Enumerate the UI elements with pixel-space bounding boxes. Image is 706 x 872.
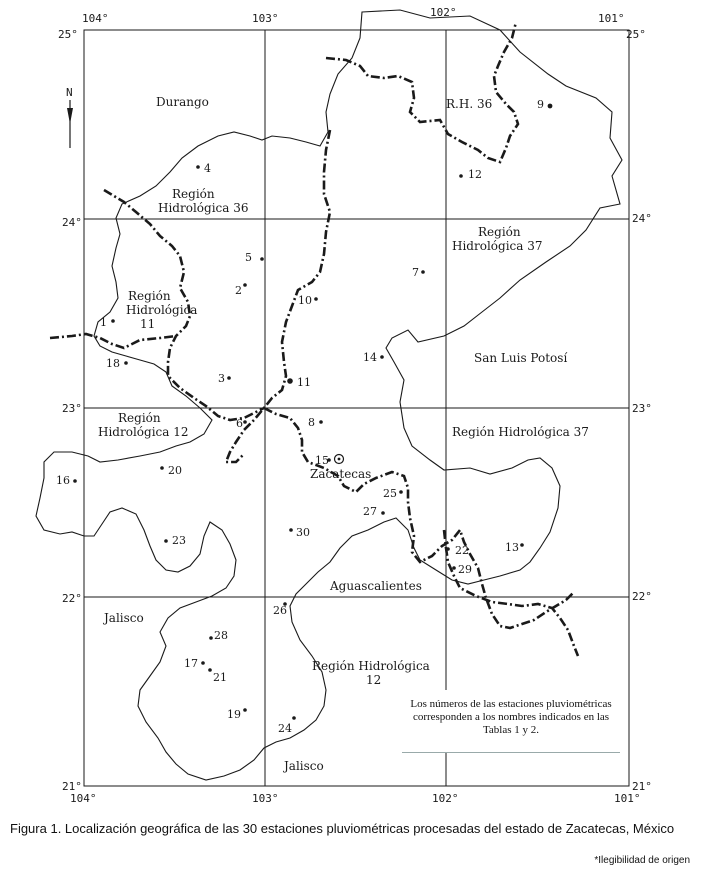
station-label-12: 12 bbox=[468, 168, 482, 181]
station-dot-8 bbox=[319, 420, 323, 424]
region-label-rh11-line1: Región bbox=[128, 289, 171, 303]
station-dot-27 bbox=[381, 511, 385, 515]
lon-label-bottom-104: 104° bbox=[70, 792, 97, 805]
region-label-rh12-south-line2: 12 bbox=[366, 673, 382, 687]
region-label-rh12-west-line1: Región bbox=[118, 411, 161, 425]
region-label-rh11-line2: Hidrológica bbox=[126, 303, 198, 317]
station-dot-11 bbox=[287, 378, 293, 384]
station-label-16: 16 bbox=[56, 474, 70, 487]
region-label-rh36-line2: Hidrológica 36 bbox=[158, 201, 249, 215]
state-label-jalisco-west: Jalisco bbox=[104, 611, 144, 625]
figure-caption: Figura 1. Localización geográfica de las 30 estaciones pluviométricas procesadas del estado de Zacatecas, México bbox=[10, 821, 675, 836]
station-label-21: 21 bbox=[213, 671, 227, 684]
lat-label-right-21: 21° bbox=[632, 780, 652, 793]
station-dot-24 bbox=[292, 716, 296, 720]
station-dot-14 bbox=[380, 355, 384, 359]
station-dot-30 bbox=[289, 528, 293, 532]
station-label-5: 5 bbox=[245, 251, 252, 264]
station-dot-23 bbox=[164, 539, 168, 543]
state-label-durango: Durango bbox=[156, 95, 209, 109]
lon-label-bottom-101: 101° bbox=[614, 792, 641, 805]
station-label-30: 30 bbox=[296, 526, 310, 539]
station-label-17: 17 bbox=[184, 657, 198, 670]
region-label-rh37-north-line2: Hidrológica 37 bbox=[452, 239, 543, 253]
lon-label-top-101: 101° bbox=[598, 12, 625, 25]
city-label-zacatecas: Zacatecas bbox=[310, 467, 372, 481]
station-label-25: 25 bbox=[383, 487, 397, 500]
state-label-aguascalientes: Aguascalientes bbox=[330, 579, 422, 593]
station-label-14: 14 bbox=[363, 351, 377, 364]
station-dot-12 bbox=[459, 174, 463, 178]
north-label: N bbox=[66, 86, 73, 99]
station-dot-20 bbox=[160, 466, 164, 470]
station-label-10: 10 bbox=[298, 294, 312, 307]
region-label-rh36-line1: Región bbox=[172, 187, 215, 201]
station-dot-19 bbox=[243, 708, 247, 712]
region-label-rh12-south-line1: Región Hidrológica bbox=[312, 659, 430, 673]
station-label-28: 28 bbox=[214, 629, 228, 642]
station-label-3: 3 bbox=[218, 372, 225, 385]
station-label-29: 29 bbox=[458, 563, 472, 576]
station-note-box bbox=[402, 690, 620, 753]
station-label-8: 8 bbox=[308, 416, 315, 429]
footnote: *Ilegibilidad de origen bbox=[594, 855, 690, 866]
region-label-rh37-east: Región Hidrológica 37 bbox=[452, 425, 589, 439]
station-label-26: 26 bbox=[273, 604, 287, 617]
station-label-22: 22 bbox=[455, 544, 469, 557]
station-label-27: 27 bbox=[363, 505, 377, 518]
station-dot-7 bbox=[421, 270, 425, 274]
station-dot-21 bbox=[208, 668, 212, 672]
station-dot-10 bbox=[314, 297, 318, 301]
coordinate-labels bbox=[58, 6, 652, 805]
station-label-2: 2 bbox=[235, 284, 242, 297]
hydrological-boundaries bbox=[50, 22, 578, 656]
region-labels bbox=[98, 97, 589, 687]
station-label-20: 20 bbox=[168, 464, 182, 477]
station-dot-4 bbox=[196, 165, 200, 169]
lon-label-top-102: 102° bbox=[430, 6, 457, 19]
station-label-18: 18 bbox=[106, 357, 120, 370]
station-label-7: 7 bbox=[412, 266, 419, 279]
station-dot-13 bbox=[520, 543, 524, 547]
station-label-15: 15 bbox=[315, 454, 329, 467]
station-label-11: 11 bbox=[297, 376, 311, 389]
station-label-6: 6 bbox=[236, 417, 243, 430]
lon-label-top-104: 104° bbox=[82, 12, 109, 25]
station-dot-5 bbox=[260, 257, 264, 261]
station-label-19: 19 bbox=[227, 708, 241, 721]
lat-label-right-22: 22° bbox=[632, 590, 652, 603]
station-dot-17 bbox=[201, 661, 205, 665]
lat-label-left-24: 24° bbox=[62, 216, 82, 229]
lon-label-bottom-103: 103° bbox=[252, 792, 279, 805]
lat-label-right-24: 24° bbox=[632, 212, 652, 225]
station-dot-9 bbox=[548, 104, 553, 109]
lat-label-left-23: 23° bbox=[62, 402, 82, 415]
station-dot-28 bbox=[209, 636, 213, 640]
lon-label-top-103: 103° bbox=[252, 12, 279, 25]
station-dot-16 bbox=[73, 479, 77, 483]
station-label-9: 9 bbox=[537, 98, 544, 111]
station-dot-1 bbox=[111, 319, 115, 323]
station-label-24: 24 bbox=[278, 722, 292, 735]
region-label-rh11-line3: 11 bbox=[140, 317, 156, 331]
lat-label-left-21: 21° bbox=[62, 780, 82, 793]
lat-label-left-22: 22° bbox=[62, 592, 82, 605]
station-dot-25 bbox=[399, 490, 403, 494]
state-label-san-luis-potosi: San Luis Potosí bbox=[474, 351, 568, 365]
region-label-rh36-northeast: R.H. 36 bbox=[446, 97, 493, 111]
station-label-4: 4 bbox=[204, 162, 211, 175]
station-dot-3 bbox=[227, 376, 231, 380]
region-label-rh37-north-line1: Región bbox=[478, 225, 521, 239]
station-label-13: 13 bbox=[505, 541, 519, 554]
region-label-rh12-west-line2: Hidrológica 12 bbox=[98, 425, 189, 439]
station-dot-18 bbox=[124, 361, 128, 365]
north-arrow bbox=[66, 86, 73, 148]
station-label-1: 1 bbox=[100, 316, 107, 329]
station-dot-2 bbox=[243, 283, 247, 287]
lon-label-bottom-102: 102° bbox=[432, 792, 459, 805]
station-label-23: 23 bbox=[172, 534, 186, 547]
lat-label-right-25: 25° bbox=[626, 28, 646, 41]
lat-label-right-23: 23° bbox=[632, 402, 652, 415]
station-dot-29 bbox=[452, 566, 456, 570]
state-label-jalisco-south: Jalisco bbox=[284, 759, 324, 773]
station-note: Los números de las estaciones pluviométricas corresponden a los nombres indicados en las Tablas 1 y 2. bbox=[410, 698, 612, 736]
station-dot-6 bbox=[243, 420, 247, 424]
lat-label-left-25: 25° bbox=[58, 28, 78, 41]
station-dot-22 bbox=[446, 547, 450, 551]
